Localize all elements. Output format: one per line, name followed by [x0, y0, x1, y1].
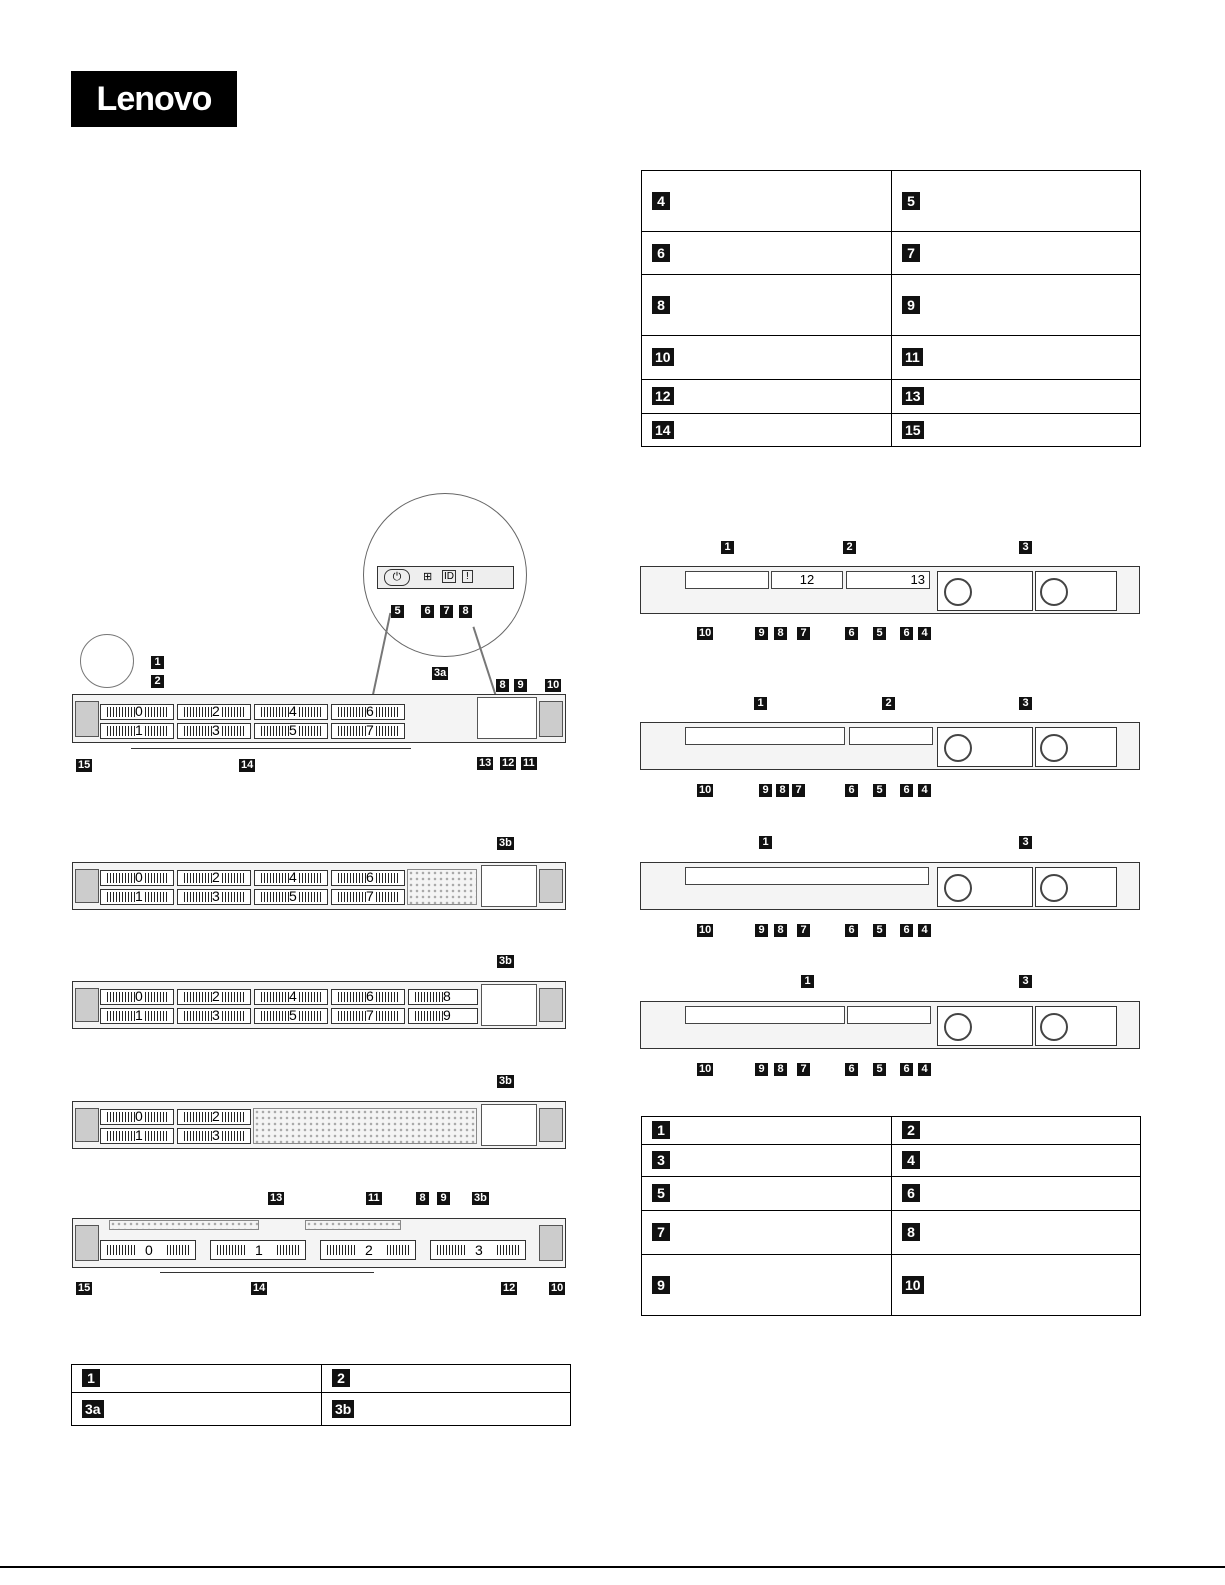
drive-bay: 7	[331, 1008, 405, 1024]
power-supply	[1035, 1006, 1117, 1046]
riser-card	[685, 1006, 845, 1024]
callout-3b: 3b	[474, 1192, 487, 1204]
legend-rear-top	[641, 170, 1141, 447]
drive-bay: 6	[331, 989, 405, 1005]
server-rear-chassis	[640, 722, 1140, 770]
drive-bay: 0	[100, 870, 174, 886]
drive-bay: 0	[100, 704, 174, 720]
power-button-icon: ⏻	[384, 569, 410, 586]
rack-handle-left	[75, 701, 99, 737]
bracket-14	[160, 1272, 374, 1273]
drive-bay: 5	[254, 723, 328, 739]
vent-grille	[305, 1220, 401, 1230]
callout-7: 8	[459, 605, 472, 618]
vent-grille	[109, 1220, 259, 1230]
drive-bay: 2	[177, 1109, 251, 1125]
callout-badge: 1	[82, 1369, 100, 1387]
callout-badge: 10	[902, 1276, 924, 1294]
vent-grille	[253, 1108, 477, 1144]
callout-4: 4	[918, 784, 931, 797]
callout-5: 5	[873, 627, 886, 640]
callout-10: 10	[699, 627, 712, 639]
callout-10: 10	[699, 784, 712, 796]
drive-bay: 0	[100, 989, 174, 1005]
rack-handle-left	[75, 1225, 99, 1261]
callout-badge: 8	[652, 296, 670, 314]
drive-bay: 7	[331, 723, 405, 739]
callout-15: 15	[78, 759, 91, 771]
callout-8: 8	[774, 627, 787, 640]
drive-bay: 1	[100, 889, 174, 905]
callout-8: 8	[496, 679, 509, 692]
drive-bay: 6	[331, 704, 405, 720]
callout-3: 3	[1019, 541, 1032, 554]
callout-9: 9	[755, 924, 768, 937]
callout-3b: 3b	[499, 1075, 512, 1087]
vent-grille	[407, 869, 477, 905]
callout-badge: 15	[902, 421, 924, 439]
callout-badge: 5	[652, 1184, 670, 1202]
error-icon: !	[462, 570, 473, 583]
network-icon: ⊞	[423, 571, 433, 583]
callout-5: 5	[873, 784, 886, 797]
callout-2: 2	[882, 697, 895, 710]
callout-6: 6	[845, 1063, 858, 1076]
callout-2: 2	[151, 675, 164, 688]
callout-badge: 9	[652, 1276, 670, 1294]
power-supply	[1035, 727, 1117, 767]
drive-bay: 5	[254, 1008, 328, 1024]
rack-handle-right	[539, 1225, 563, 1261]
callout-14: 14	[241, 759, 254, 771]
callout-badge: 5	[902, 192, 920, 210]
operator-panel	[377, 566, 514, 589]
io-panel	[481, 865, 537, 907]
drive-bay-35: 3	[430, 1240, 526, 1260]
callout-9: 9	[755, 1063, 768, 1076]
callout-badge: 14	[652, 421, 674, 439]
callout-badge: 13	[902, 387, 924, 405]
drive-bay: 3	[177, 1128, 251, 1144]
riser-slot: 13	[846, 571, 930, 589]
callout-1: 1	[151, 656, 164, 669]
callout-badge: 2	[902, 1121, 920, 1139]
rack-handle-left	[75, 1108, 99, 1142]
drive-bay: 3	[177, 723, 251, 739]
callout-badge: 7	[652, 1223, 670, 1241]
drive-bay: 1	[100, 1128, 174, 1144]
callout-8: 8	[776, 784, 789, 797]
riser-card	[685, 571, 769, 589]
callout-5: 6	[421, 605, 434, 618]
drive-bay: 4	[254, 704, 328, 720]
power-supply	[937, 727, 1033, 767]
callout-6: 6	[900, 784, 913, 797]
callout-7: 7	[797, 627, 810, 640]
callout-9: 9	[755, 627, 768, 640]
server-rear-chassis	[640, 1001, 1140, 1049]
callout-8: 8	[416, 1192, 429, 1205]
riser-slot	[847, 1006, 931, 1024]
callout-badge: 4	[902, 1151, 920, 1169]
legend-front	[71, 1364, 571, 1426]
rack-handle-right	[539, 701, 563, 737]
callout-7: 7	[792, 784, 805, 797]
callout-13: 13	[270, 1192, 283, 1204]
callout-badge: 12	[652, 387, 674, 405]
power-supply	[1035, 867, 1117, 907]
callout-1: 1	[759, 836, 772, 849]
drive-bay-35: 2	[320, 1240, 416, 1260]
power-supply	[937, 867, 1033, 907]
drive-bay-35: 1	[210, 1240, 306, 1260]
callout-3a: 3a	[434, 667, 447, 679]
callout-10: 10	[547, 679, 560, 691]
drive-bay: 8	[408, 989, 478, 1005]
power-supply	[937, 1006, 1033, 1046]
drive-bay: 2	[177, 989, 251, 1005]
rack-handle-right	[539, 869, 563, 903]
callout-7: 7	[797, 924, 810, 937]
drive-bay: 3	[177, 1008, 251, 1024]
io-panel	[481, 984, 537, 1026]
drive-bay: 2	[177, 704, 251, 720]
callout-9: 9	[514, 679, 527, 692]
page-bottom-rule	[0, 1566, 1225, 1568]
callout-8: 8	[774, 924, 787, 937]
callout-badge: 6	[652, 244, 670, 262]
callout-6: 6	[900, 924, 913, 937]
callout-11: 11	[523, 757, 535, 769]
callout-badge: 8	[902, 1223, 920, 1241]
callout-badge: 2	[332, 1369, 350, 1387]
callout-badge: 1	[652, 1121, 670, 1139]
callout-1: 1	[754, 697, 767, 710]
callout-6: 6	[900, 627, 913, 640]
callout-badge: 3b	[332, 1400, 354, 1418]
server-rear-chassis	[640, 566, 1140, 614]
bracket-14	[131, 748, 411, 749]
latch-zoom-circle	[80, 634, 134, 688]
callout-5: 5	[873, 1063, 886, 1076]
power-supply	[1035, 571, 1117, 611]
callout-2: 2	[843, 541, 856, 554]
callout-10: 10	[699, 1063, 712, 1075]
rack-handle-left	[75, 869, 99, 903]
callout-3: 3	[1019, 697, 1032, 710]
callout-badge: 4	[652, 192, 670, 210]
callout-6: 7	[440, 605, 453, 618]
callout-4: 4	[918, 1063, 931, 1076]
power-supply	[937, 571, 1033, 611]
callout-badge: 6	[902, 1184, 920, 1202]
server-rear-chassis	[640, 862, 1140, 910]
callout-3b: 3b	[499, 955, 512, 967]
callout-badge: 10	[652, 348, 674, 366]
drive-bay: 0	[100, 1109, 174, 1125]
callout-9: 9	[759, 784, 772, 797]
callout-6: 6	[900, 1063, 913, 1076]
drive-bay: 9	[408, 1008, 478, 1024]
callout-badge: 3a	[82, 1400, 104, 1418]
callout-12: 12	[502, 757, 515, 769]
callout-3: 3	[1019, 975, 1032, 988]
callout-11: 11	[368, 1192, 380, 1204]
drive-bay: 4	[254, 870, 328, 886]
rack-handle-left	[75, 988, 99, 1022]
callout-6: 6	[845, 627, 858, 640]
callout-badge: 7	[902, 244, 920, 262]
callout-13: 13	[479, 757, 492, 769]
callout-badge: 9	[902, 296, 920, 314]
drive-bay-35: 0	[100, 1240, 196, 1260]
drive-bay: 7	[331, 889, 405, 905]
drive-bay: 4	[254, 989, 328, 1005]
io-panel	[477, 697, 537, 739]
drive-bay: 2	[177, 870, 251, 886]
drive-bay: 3	[177, 889, 251, 905]
riser-card	[685, 867, 929, 885]
callout-3: 3	[1019, 836, 1032, 849]
callout-10: 10	[551, 1282, 564, 1294]
rack-handle-right	[539, 1108, 563, 1142]
callout-badge: 11	[902, 348, 923, 366]
drive-bay: 1	[100, 1008, 174, 1024]
callout-10: 10	[699, 924, 712, 936]
callout-6: 6	[845, 924, 858, 937]
riser-card	[685, 727, 845, 745]
callout-9: 9	[437, 1192, 450, 1205]
legend-rear-bottom	[641, 1116, 1141, 1316]
callout-3b: 3b	[499, 837, 512, 849]
id-icon: ID	[444, 571, 454, 582]
callout-6: 6	[845, 784, 858, 797]
drive-bay: 1	[100, 723, 174, 739]
lenovo-logo: Lenovo	[71, 71, 237, 127]
callout-1: 1	[721, 541, 734, 554]
riser-slot: 12	[771, 571, 843, 589]
callout-5: 5	[873, 924, 886, 937]
callout-4: 4	[918, 627, 931, 640]
callout-7: 7	[797, 1063, 810, 1076]
callout-badge: 3	[652, 1151, 670, 1169]
callout-15: 15	[78, 1282, 91, 1294]
callout-8: 8	[774, 1063, 787, 1076]
callout-4: 4	[918, 924, 931, 937]
riser-slot	[849, 727, 933, 745]
callout-14: 14	[253, 1282, 266, 1294]
callout-1: 1	[801, 975, 814, 988]
drive-bay: 5	[254, 889, 328, 905]
callout-12: 12	[503, 1282, 516, 1294]
rack-handle-right	[539, 988, 563, 1022]
callout-4: 5	[391, 605, 404, 618]
drive-bay: 6	[331, 870, 405, 886]
io-panel	[481, 1104, 537, 1146]
